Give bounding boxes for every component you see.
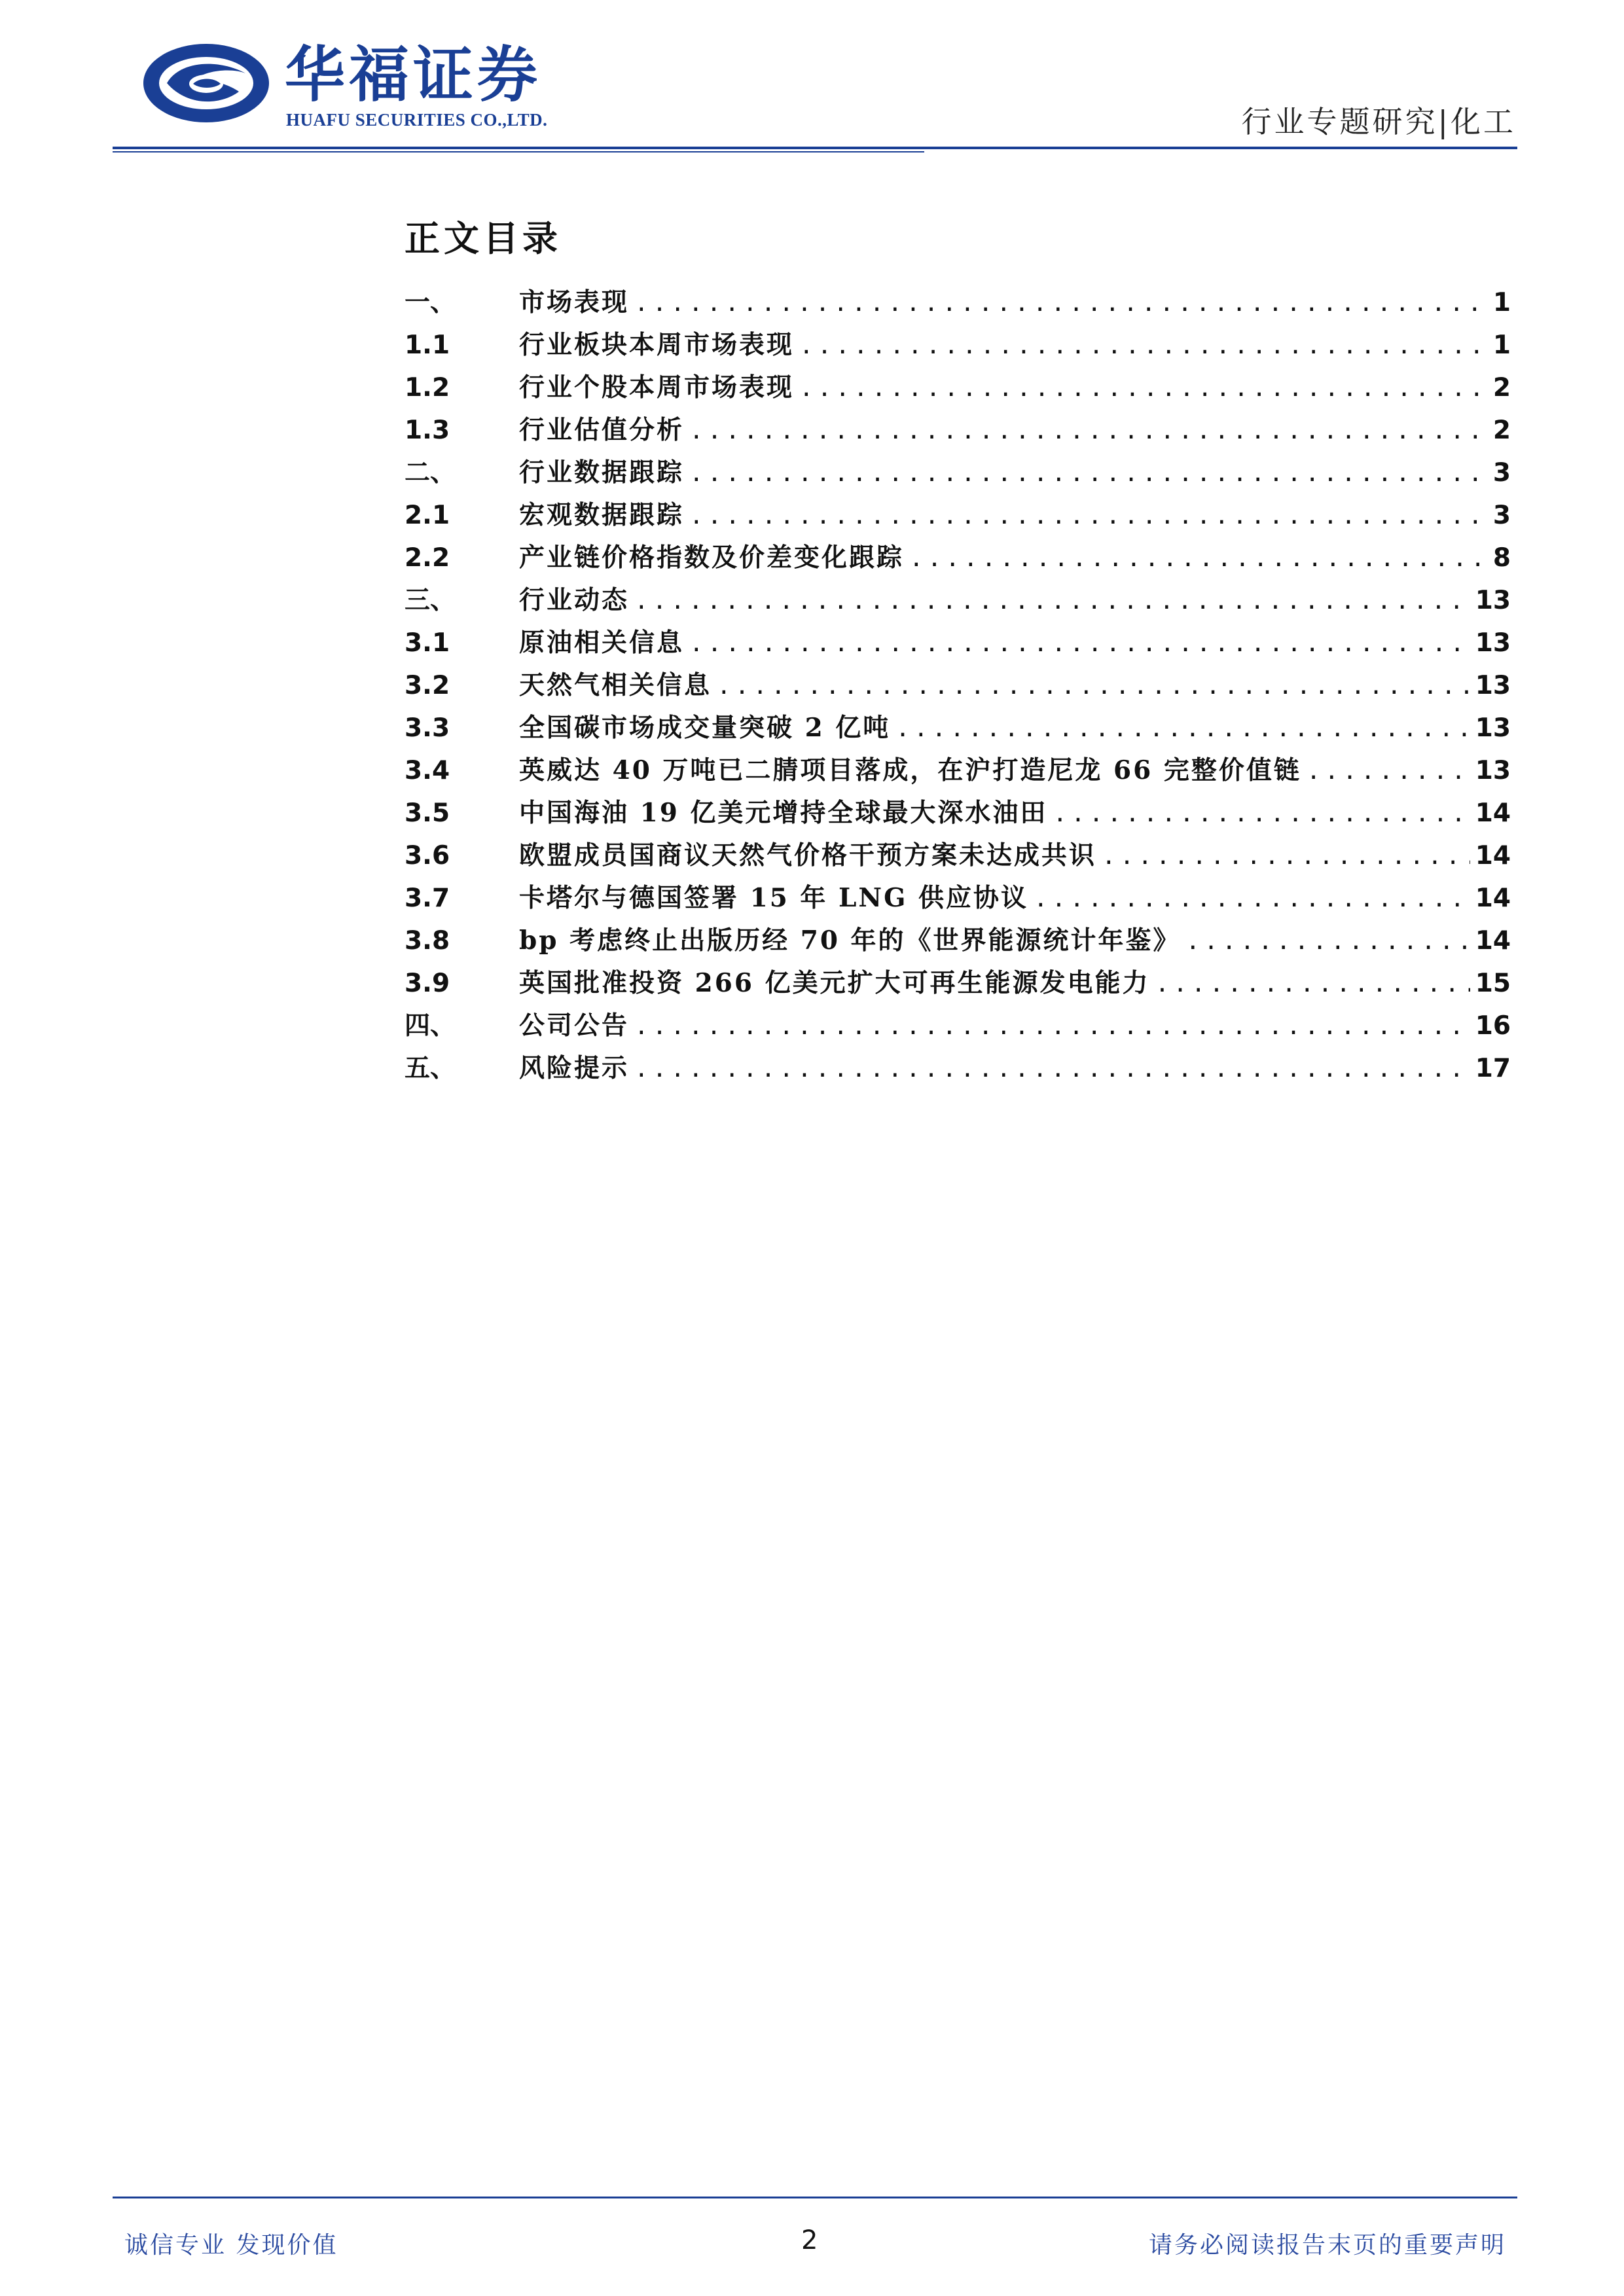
- toc-entry[interactable]: [405, 281, 1511, 324]
- toc-entry[interactable]: [405, 1005, 1511, 1047]
- toc-leader-dots: [634, 282, 1488, 325]
- toc-entry-title: 行业动态: [519, 585, 630, 615]
- toc-entry[interactable]: [405, 324, 1511, 367]
- toc-entry-title: 行业板块本周市场表现: [519, 330, 795, 360]
- toc-entry[interactable]: [405, 792, 1511, 834]
- toc-leader-dots: [689, 410, 1488, 452]
- toc-entry-number: 一、: [405, 288, 456, 317]
- toc-entry-title: 市场表现: [519, 287, 630, 317]
- toc-entry-number: 3.5: [405, 798, 450, 828]
- footer-divider: [113, 2197, 1517, 2198]
- toc-entry-number: 3.7: [405, 884, 450, 913]
- toc-entry[interactable]: [405, 920, 1511, 962]
- toc-leader-dots: [1155, 963, 1470, 1005]
- toc-entry[interactable]: [405, 962, 1511, 1005]
- toc-entry-number: 3.2: [405, 671, 450, 700]
- toc-entry-page: 14: [1475, 884, 1511, 913]
- toc-entry-page: 13: [1475, 586, 1511, 615]
- toc-leader-dots: [634, 580, 1470, 622]
- toc-entry-page: 13: [1475, 756, 1511, 785]
- toc-entry[interactable]: [405, 494, 1511, 537]
- toc-entry[interactable]: [405, 707, 1511, 749]
- toc-entry-page: 1: [1492, 331, 1511, 360]
- toc-entry-page: 3: [1492, 458, 1511, 488]
- toc-entry-page: 2: [1492, 373, 1511, 403]
- logo-english-name: HUAFU SECURITIES CO.,LTD.: [286, 110, 548, 130]
- toc-leader-dots: [689, 452, 1488, 495]
- toc-entry-page: 14: [1475, 926, 1511, 956]
- toc-entry[interactable]: [405, 664, 1511, 707]
- toc-leader-dots: [1034, 878, 1470, 920]
- toc-entry-number: 1.1: [405, 331, 450, 360]
- toc-entry-number: 3.6: [405, 841, 450, 870]
- logo-chinese-name: 华福证券: [285, 40, 542, 110]
- toc-entry-title: 行业数据跟踪: [519, 457, 685, 488]
- toc-entry-page: 16: [1475, 1011, 1511, 1041]
- toc-entry-page: 1: [1492, 288, 1511, 317]
- toc-entry[interactable]: [405, 1047, 1511, 1090]
- toc-entry-title: 英威达 40 万吨已二腈项目落成，在沪打造尼龙 66 完整价值链: [519, 755, 1301, 785]
- toc-entry[interactable]: [405, 409, 1511, 452]
- toc-entry[interactable]: [405, 367, 1511, 409]
- toc-entry-number: 1.2: [405, 373, 450, 403]
- toc-entry-number: 二、: [405, 458, 456, 488]
- toc-leader-dots: [634, 1005, 1470, 1048]
- toc-entry-title: 天然气相关信息: [519, 670, 712, 700]
- toc-entry-page: 13: [1475, 713, 1511, 743]
- toc-entry-number: 2.2: [405, 543, 450, 573]
- report-type-label: 行业专题研究|化工: [1241, 104, 1516, 139]
- toc-entry-page: 17: [1475, 1054, 1511, 1083]
- toc-leader-dots: [799, 325, 1488, 367]
- toc-entry-page: 14: [1475, 798, 1511, 828]
- toc-entry[interactable]: [405, 452, 1511, 494]
- toc-entry-page: 8: [1492, 543, 1511, 573]
- toc-entry-number: 五、: [405, 1054, 456, 1083]
- toc-leader-dots: [909, 537, 1488, 580]
- toc-entry-title: 欧盟成员国商议天然气价格干预方案未达成共识: [519, 840, 1097, 870]
- toc-entry-page: 14: [1475, 841, 1511, 870]
- toc-leader-dots: [634, 1048, 1470, 1090]
- toc-leader-dots: [895, 708, 1470, 750]
- toc-title: 正文目录: [405, 217, 562, 259]
- toc-entry-number: 四、: [405, 1011, 456, 1041]
- toc-entry-page: 15: [1475, 969, 1511, 998]
- toc-entry-number: 3.3: [405, 713, 450, 743]
- toc-entry-title: 产业链价格指数及价差变化跟踪: [519, 543, 905, 573]
- huafu-logo-icon: [141, 41, 272, 126]
- toc-leader-dots: [689, 622, 1470, 665]
- toc-leader-dots: [1053, 793, 1470, 835]
- toc-entry-title: 全国碳市场成交量突破 2 亿吨: [519, 713, 891, 743]
- toc-entry[interactable]: [405, 877, 1511, 920]
- toc-entry-title: bp 考虑终止出版历经 70 年的《世界能源统计年鉴》: [519, 925, 1181, 956]
- toc-entry-number: 2.1: [405, 501, 450, 530]
- toc-entry[interactable]: [405, 834, 1511, 877]
- header-divider: [113, 147, 1517, 149]
- toc-leader-dots: [1307, 750, 1470, 793]
- footer-disclaimer-note: 请务必阅读报告末页的重要声明: [1148, 2232, 1506, 2259]
- toc-entry[interactable]: [405, 749, 1511, 792]
- toc-entry-title: 原油相关信息: [519, 628, 685, 658]
- toc-entry-title: 公司公告: [519, 1011, 630, 1041]
- toc-entry-page: 2: [1492, 416, 1511, 445]
- company-logo: [141, 39, 560, 131]
- toc-entry-title: 宏观数据跟踪: [519, 500, 685, 530]
- toc-entry-number: 3.8: [405, 926, 450, 956]
- toc-entry-page: 3: [1492, 501, 1511, 530]
- footer-slogan: 诚信专业 发现价值: [124, 2232, 338, 2259]
- toc-entry-number: 3.1: [405, 628, 450, 658]
- toc-leader-dots: [1186, 920, 1470, 963]
- toc-entry-page: 13: [1475, 671, 1511, 700]
- page-number: 2: [801, 2225, 818, 2255]
- toc-entry-title: 行业估值分析: [519, 415, 685, 445]
- toc-entry-number: 1.3: [405, 416, 450, 445]
- toc-entry-number: 3.9: [405, 969, 450, 998]
- toc-leader-dots: [799, 367, 1488, 410]
- toc-entry[interactable]: [405, 622, 1511, 664]
- toc-leader-dots: [717, 665, 1470, 708]
- toc-entry[interactable]: [405, 537, 1511, 579]
- toc-entry-title: 风险提示: [519, 1053, 630, 1083]
- toc-entry-title: 英国批准投资 266 亿美元扩大可再生能源发电能力: [519, 968, 1150, 998]
- toc-entry-page: 13: [1475, 628, 1511, 658]
- toc-leader-dots: [1102, 835, 1470, 878]
- toc-entry-number: 3.4: [405, 756, 450, 785]
- toc-leader-dots: [689, 495, 1488, 537]
- toc-entry-title: 中国海油 19 亿美元增持全球最大深水油田: [519, 798, 1048, 828]
- header-divider-secondary: [113, 151, 924, 152]
- toc-entry[interactable]: [405, 579, 1511, 622]
- toc-entry-number: 三、: [405, 586, 456, 615]
- table-of-contents: [405, 281, 1511, 1090]
- toc-entry-title: 卡塔尔与德国签署 15 年 LNG 供应协议: [519, 883, 1028, 913]
- toc-entry-title: 行业个股本周市场表现: [519, 372, 795, 403]
